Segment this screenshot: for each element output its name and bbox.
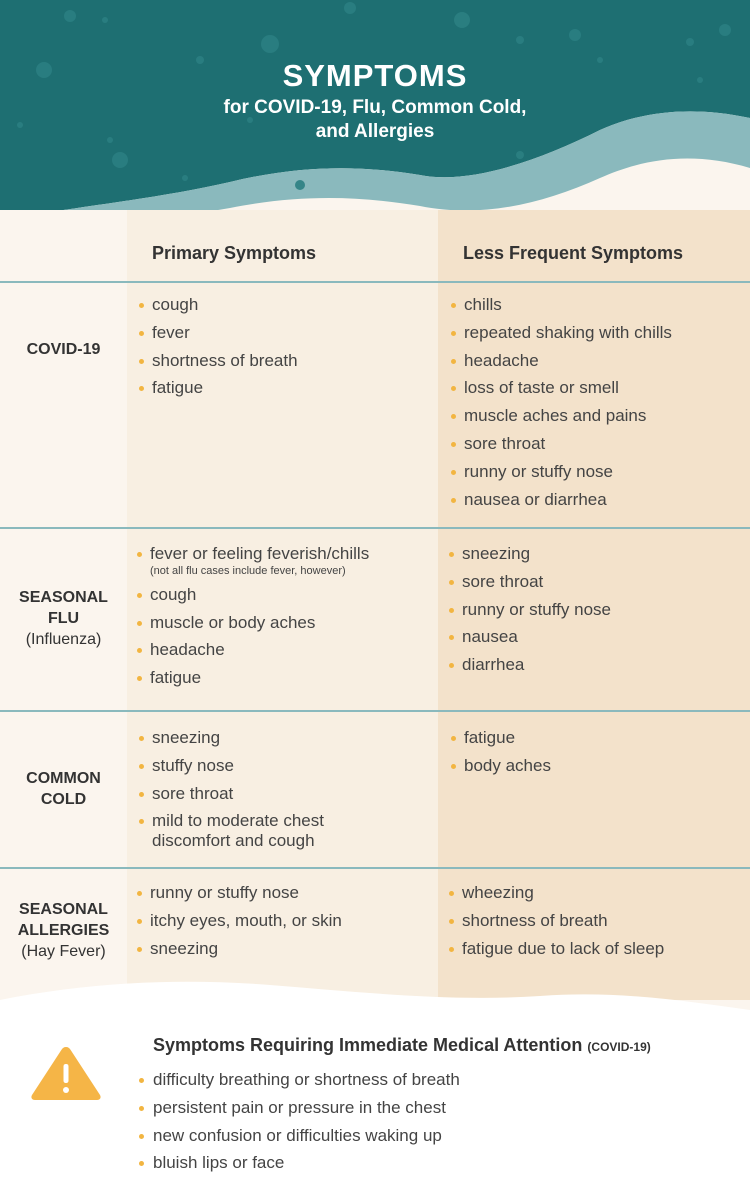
row-label-text: ALLERGIES bbox=[17, 922, 110, 939]
list-item: fatigue due to lack of sleep bbox=[448, 939, 664, 959]
row-divider bbox=[0, 527, 750, 529]
list-item-line: discomfort and cough bbox=[152, 831, 315, 851]
row-label-cold bbox=[0, 768, 127, 810]
warning-icon bbox=[29, 1044, 103, 1107]
list-item: fatigue bbox=[450, 728, 551, 748]
row-label-text: SEASONAL bbox=[19, 589, 108, 606]
list-item: runny or stuffy nose bbox=[450, 462, 672, 482]
subtitle-line-1: for COVID-19, Flu, Common Cold, bbox=[223, 97, 527, 118]
list-item: cough bbox=[136, 585, 369, 605]
list-item-text: fever or feeling feverish/chills bbox=[150, 544, 370, 563]
page-title: SYMPTOMS bbox=[282, 58, 468, 93]
row-sublabel: (Hay Fever) bbox=[21, 943, 106, 960]
list-item bbox=[136, 544, 369, 577]
list-item: headache bbox=[136, 640, 369, 660]
row-divider bbox=[0, 710, 750, 712]
list-item: repeated shaking with chills bbox=[450, 323, 672, 343]
list-item: itchy eyes, mouth, or skin bbox=[136, 911, 342, 931]
list-item: chills bbox=[450, 295, 672, 315]
list-item: fever bbox=[138, 323, 298, 343]
list-item: muscle or body aches bbox=[136, 613, 369, 633]
list-item: stuffy nose bbox=[138, 756, 324, 776]
list-item: difficulty breathing or shortness of breath bbox=[138, 1070, 460, 1090]
row-label-text: COLD bbox=[40, 791, 87, 808]
list-item: runny or stuffy nose bbox=[448, 600, 611, 620]
list-item: fatigue bbox=[138, 378, 298, 398]
primary-symptoms-heading: Primary Symptoms bbox=[152, 243, 317, 263]
list-item: sneezing bbox=[138, 728, 324, 748]
list-item: muscle aches and pains bbox=[450, 406, 672, 426]
row-label-text: COMMON bbox=[26, 770, 101, 787]
flu-less-list bbox=[448, 544, 611, 683]
list-item: sneezing bbox=[136, 939, 342, 959]
list-item: diarrhea bbox=[448, 655, 611, 675]
list-item: cough bbox=[138, 295, 298, 315]
list-item: fatigue bbox=[136, 668, 369, 688]
list-item bbox=[138, 811, 324, 851]
row-label-text: COVID-19 bbox=[26, 341, 101, 358]
row-label-text: FLU bbox=[47, 610, 80, 627]
list-item: runny or stuffy nose bbox=[136, 883, 342, 903]
row-sublabel: (Influenza) bbox=[25, 631, 102, 648]
row-divider bbox=[0, 867, 750, 869]
list-item: sore throat bbox=[448, 572, 611, 592]
list-item: nausea or diarrhea bbox=[450, 490, 672, 510]
list-item: headache bbox=[450, 351, 672, 371]
flu-primary-list bbox=[136, 544, 369, 696]
row-label-allergies bbox=[0, 899, 127, 962]
allergies-less-list bbox=[448, 883, 664, 966]
allergies-primary-list bbox=[136, 883, 342, 966]
list-item: body aches bbox=[450, 756, 551, 776]
row-divider bbox=[0, 281, 750, 283]
list-item: wheezing bbox=[448, 883, 664, 903]
list-item: shortness of breath bbox=[138, 351, 298, 371]
row-label-flu bbox=[0, 587, 127, 650]
subtitle-line-2: and Allergies bbox=[315, 121, 435, 142]
covid-less-list bbox=[450, 295, 672, 517]
attention-title: Symptoms Requiring Immediate Medical Attention bbox=[153, 1035, 583, 1055]
page-subtitle bbox=[0, 96, 750, 144]
list-item: nausea bbox=[448, 627, 611, 647]
attention-heading bbox=[153, 1035, 651, 1056]
list-item: new confusion or difficulties waking up bbox=[138, 1126, 460, 1146]
row-label-covid bbox=[0, 339, 127, 360]
covid-primary-list bbox=[138, 295, 298, 406]
list-item: loss of taste or smell bbox=[450, 378, 672, 398]
less-frequent-symptoms-heading: Less Frequent Symptoms bbox=[463, 243, 684, 263]
list-item: shortness of breath bbox=[448, 911, 664, 931]
list-item: persistent pain or pressure in the chest bbox=[138, 1098, 460, 1118]
cold-less-list bbox=[450, 728, 551, 784]
list-item: sneezing bbox=[448, 544, 611, 564]
row-label-text: SEASONAL bbox=[19, 901, 108, 918]
list-item-note: (not all flu cases include fever, however) bbox=[150, 565, 346, 577]
cold-primary-list bbox=[138, 728, 324, 859]
attention-list bbox=[138, 1070, 460, 1181]
list-item-line: mild to moderate chest bbox=[152, 811, 324, 831]
list-item: bluish lips or face bbox=[138, 1153, 460, 1173]
list-item: sore throat bbox=[450, 434, 672, 454]
attention-title-qualifier: (COVID-19) bbox=[587, 1040, 651, 1054]
list-item: sore throat bbox=[138, 784, 324, 804]
